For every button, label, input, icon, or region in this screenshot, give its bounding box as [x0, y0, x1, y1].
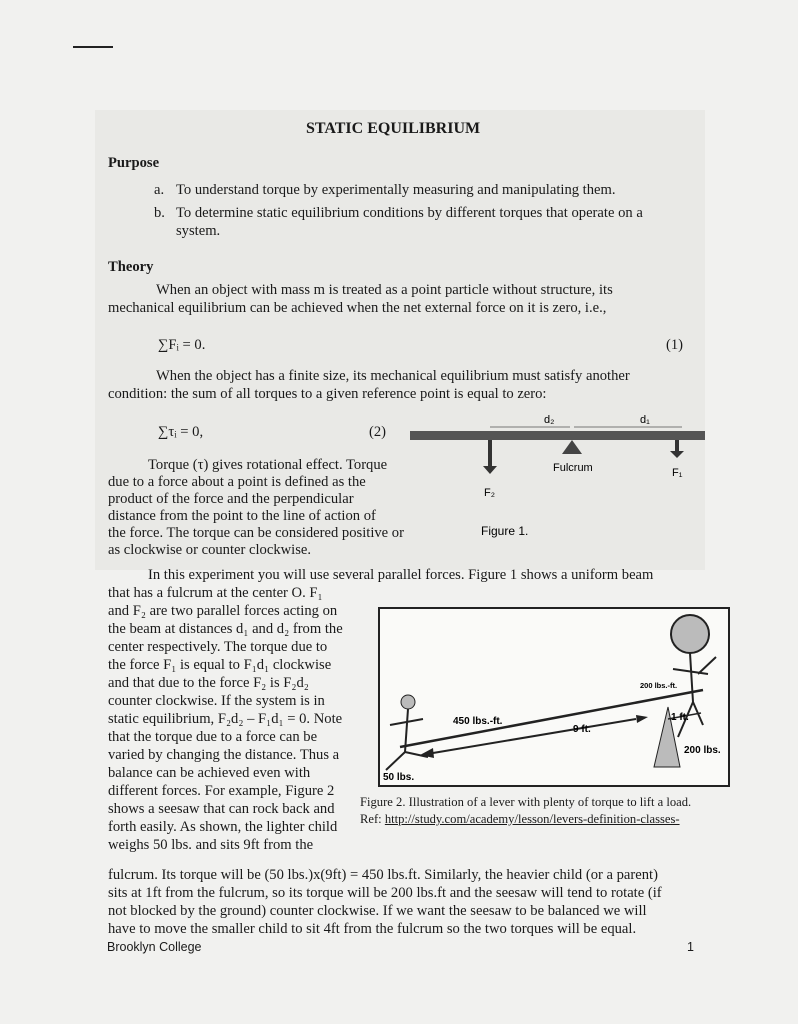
page-title: STATIC EQUILIBRIUM — [306, 120, 481, 137]
text-line: forth easily. As shown, the lighter child — [108, 819, 338, 835]
fulcrum-triangle — [562, 440, 582, 454]
text-line: When the object has a finite size, its mechanical equilibrium must satisfy another — [156, 368, 630, 384]
torque-paragraph — [108, 456, 404, 558]
text-line: condition: the sum of all torques to a given reference point is equal to zero: — [108, 386, 547, 402]
purpose-marker-b: b. — [154, 205, 165, 221]
beam — [410, 431, 705, 440]
text-line: the beam at distances d₁ and d₂ from the — [108, 621, 343, 637]
fulcrum-label: Fulcrum — [553, 462, 593, 474]
theory-heading: Theory — [108, 259, 154, 275]
text-line: counter clockwise. If the system is in — [108, 693, 325, 709]
text-line: and that due to the force F₂ is F₂d₂ — [108, 675, 309, 691]
text-line: that the torque due to a force can be — [108, 729, 318, 745]
d2-label: d₂ — [544, 414, 555, 426]
text-line: system. — [176, 223, 221, 239]
text-line: varied by changing the distance. Thus a — [108, 747, 340, 763]
text-line: static equilibrium, F₂d₂ – F₁d₁ = 0. Note — [108, 711, 343, 727]
d1-label: d₁ — [640, 414, 650, 426]
f2-arrow — [488, 440, 492, 468]
figure-2-seesaw-illustration — [378, 607, 730, 787]
purpose-item-a — [176, 181, 616, 199]
distance-9ft-label: 9 ft. — [573, 724, 591, 735]
text-line: In this experiment you will use several parallel forces. Figure 1 shows a uniform beam — [148, 567, 654, 583]
equation-1: ∑Fᵢ = 0. — [158, 337, 206, 353]
text-line: To understand torque by experimentally measuring and manipulating them. — [176, 182, 616, 198]
text-line: have to move the smaller child to sit 4ft from the fulcrum so the two torques will be equal. — [108, 921, 637, 937]
text-line: product of the force and the perpendicular — [108, 491, 354, 507]
small-child-head — [401, 695, 415, 709]
text-line: as clockwise or counter clockwise. — [108, 542, 312, 558]
reference-link[interactable]: http://study.com/academy/lesson/levers-definition-classes- — [384, 812, 680, 826]
text-line: distance from the point to the line of action of — [108, 508, 376, 524]
f2-label: F₂ — [484, 487, 495, 499]
corner-mark — [73, 46, 113, 48]
text-line: not blocked by the ground) counter clockwise. If we want the seesaw to be balanced we will — [108, 903, 647, 919]
equation-2: ∑τᵢ = 0, — [158, 424, 204, 440]
torque-right-label: 200 lbs.-ft. — [640, 681, 678, 690]
figure-2-caption: Figure 2. Illustration of a lever with plenty of torque to lift a load. — [360, 795, 692, 809]
text-line: that has a fulcrum at the center O. F₁ — [108, 585, 323, 601]
text-line: weighs 50 lbs. and sits 9ft from the — [108, 837, 314, 853]
purpose-item-b — [176, 204, 643, 240]
text-line: balance can be achieved even with — [108, 765, 311, 781]
adult-head — [671, 615, 709, 653]
equation-1-number: (1) — [666, 337, 684, 353]
text-line: When an object with mass m is treated as a point particle without structure, its — [156, 282, 613, 298]
equation-2-number: (2) — [369, 424, 387, 440]
text-line: shows a seesaw that can rock back and — [108, 801, 335, 817]
purpose-marker-a: a. — [154, 182, 165, 198]
text-line: the force F₁ is equal to F₁d₁ clockwise — [108, 657, 332, 673]
text-line: center respectively. The torque due to — [108, 639, 328, 655]
text-line: the force. The torque can be considered positive or — [108, 525, 404, 541]
text-line: fulcrum. Its torque will be (50 lbs.)x(9ft) = 450 lbs.ft. Similarly, the heavier child (or a parent) — [108, 867, 658, 883]
theory-paragraph-2 — [108, 367, 630, 403]
text-line: mechanical equilibrium can be achieved when the net external force on it is zero, i.e., — [108, 300, 607, 316]
figure-2-reference — [360, 810, 680, 828]
distance-1ft-label: 1 ft. — [671, 712, 689, 723]
text-line: Torque (τ) gives rotational effect. Torque — [148, 457, 388, 473]
page-number: 1 — [687, 940, 694, 954]
figure-1-caption: Figure 1. — [481, 524, 529, 538]
text-line: and F₂ are two parallel forces acting on — [108, 603, 338, 619]
text-line: To determine static equilibrium conditions by different torques that operate on a — [176, 205, 643, 221]
seesaw-paragraph-continued — [108, 866, 662, 938]
figure-1-beam-diagram — [410, 410, 710, 545]
text-line: due to a force about a point is defined as the — [108, 474, 366, 490]
weight-200-label: 200 lbs. — [684, 745, 721, 756]
footer-institution: Brooklyn College — [107, 940, 202, 954]
torque-left-label: 450 lbs.-ft. — [453, 716, 503, 727]
text-line: sits at 1ft from the fulcrum, so its torque will be 200 lbs.ft and the seesaw will tend to rotate (if — [108, 885, 662, 901]
purpose-heading: Purpose — [108, 155, 160, 171]
weight-50-label: 50 lbs. — [383, 772, 415, 783]
text-line: different forces. For example, Figure 2 — [108, 783, 335, 799]
f1-arrow — [675, 440, 679, 452]
theory-paragraph-1 — [108, 281, 613, 317]
reference-label: Ref: — [360, 812, 382, 826]
f1-label: F₁ — [672, 467, 683, 479]
